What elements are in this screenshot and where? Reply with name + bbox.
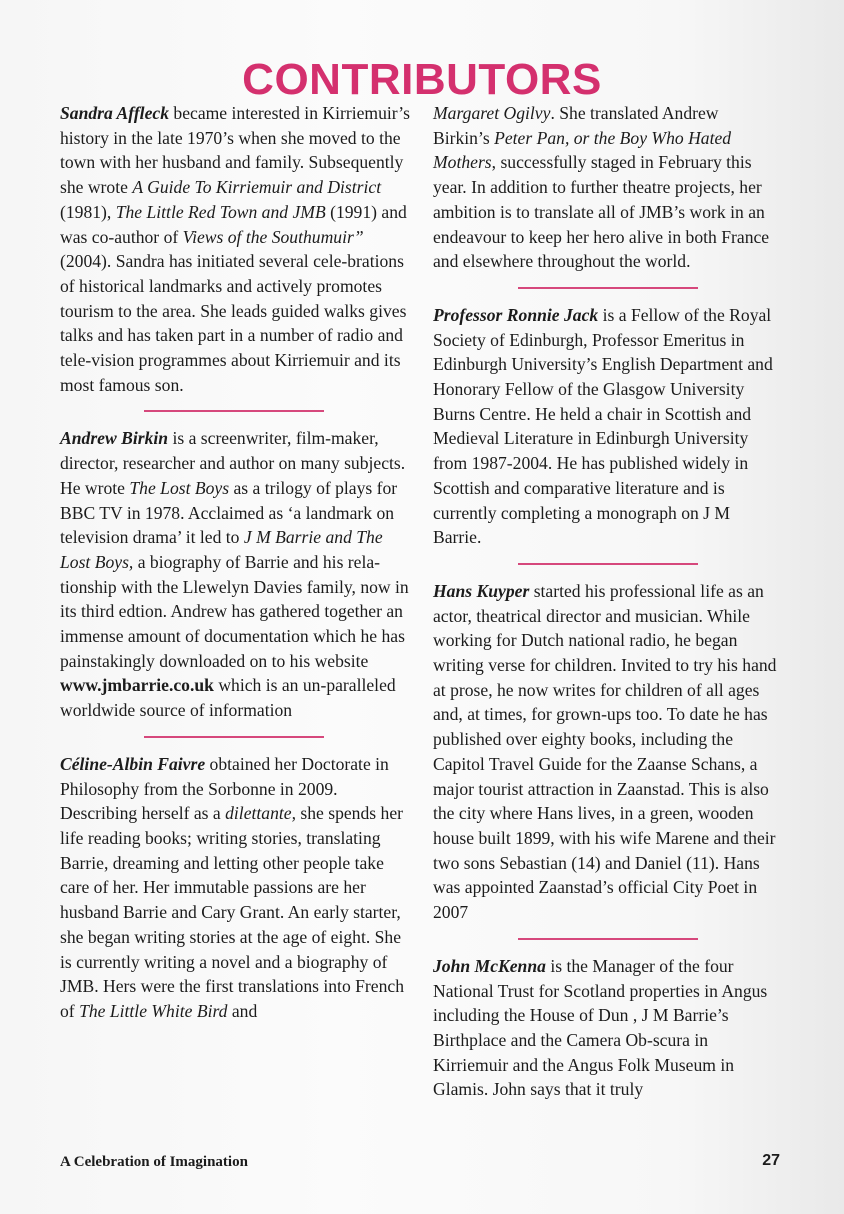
book-title: Margaret Ogilvy [433, 103, 551, 123]
contributor-name: Hans Kuyper [433, 580, 530, 601]
right-column [433, 101, 779, 1102]
book-title: Peter Pan, or the Boy Who Hated Mothers [433, 127, 732, 173]
entry-text: Céline-Albin Faivre obtained her Doctorate in Philosophy from the Sorbonne in 2009. Describing herself as a dilettante, she spends her life reading books; writing stories, translating Barrie, dreaming and letting other people take care of her. Her immutable passions are her husband Barrie and Cary Grant. An early starter, she began writing stories at the age of eight. She is currently writing a novel and a biography of JMB. Hers were the first translations into French of The Little White Bird and [60, 753, 404, 1021]
entry-text: Professor Ronnie Jack is a Fellow of the Royal Society of Edinburgh, Professor Emeritus in Edinburgh University’s English Department and Honorary Fellow of the Glasgow University Burns Centre. He held a chair in Scottish and Medieval Literature in Edinburgh University from 1987-2004. He has published widely in Scottish and comparative literature and is currently completing a monograph on J M Barrie. [433, 304, 773, 548]
contributor-name: Céline-Albin Faivre [60, 753, 206, 774]
contributor-entry-affleck [60, 101, 412, 397]
contributor-name: Sandra Affleck [60, 103, 169, 123]
book-title: J M Barrie and The Lost Boys, [60, 527, 383, 572]
separator-line [518, 938, 698, 940]
contributor-entry-birkin [60, 426, 412, 722]
separator-line [144, 736, 324, 738]
book-title: Views of the Southumuir” [182, 226, 364, 247]
contributor-entry-jack [433, 303, 779, 550]
entry-text: John McKenna is the Manager of the four National Trust for Scotland properties in Angus including the House of Dun , J M Barrie’s Birthplace and the Camera Ob-scura in Kirriemuir and the Angus Folk Museum in Glamis. John says that it truly [433, 955, 768, 1100]
page-title: CONTRIBUTORS [242, 55, 602, 104]
contributor-entry-faivre-continued [433, 101, 779, 274]
book-title: The Little White Bird [79, 1000, 228, 1021]
entry-text: Hans Kuyper started his professional life as an actor, theatrical director and musician. While working for Dutch national radio, he began writing verse for children. Invited to try his hand at prose, he now writes for children of all ages and, at times, for grown-ups too. To date he has published over eighty books, including the Capitol Travel Guide for the Zaanse Schans, a major tourist attraction in Zaanstad. This is also the city where Hans lives, in a green, wooden house built 1899, with his wife Marene and their two sons Sebastian (14) and Daniel (11). Hans was appointed Zaanstad’s official City Poet in 2007 [433, 580, 777, 923]
page-number: 27 [762, 1152, 780, 1169]
entry-text: Margaret Ogilvy. She translated Andrew Birkin’s Peter Pan, or the Boy Who Hated Mothers, successfully staged in February this year. In addition to further theatre projects, her ambition is to translate all of JMB’s work in an endeavour to keep her hero alive in both France and elsewhere throughout the world. [433, 103, 770, 272]
contributor-name: Professor Ronnie Jack [433, 304, 599, 325]
website-link[interactable]: www.jmbarrie.co.uk [60, 675, 214, 696]
contributor-name: John McKenna [433, 955, 546, 976]
entry-text: Andrew Birkin is a screenwriter, film-maker, director, researcher and author on many subjects. He wrote The Lost Boys as a trilogy of plays for BBC TV in 1978. Acclaimed as ‘a landmark on television drama’ it led to J M Barrie and The Lost Boys, a biography of Barrie and his rela-tionship with the Llewelyn Davies family, now in its third edtion. Andrew has gathered together an immense amount of documentation which he has painstakingly downloaded on to his website www.jmbarrie.co.uk which is an un-paralleled worldwide source of information [60, 428, 409, 721]
book-title: A Guide To Kirriemuir and District [132, 177, 382, 198]
book-title: The Little Red Town and JMB [115, 201, 326, 222]
contributor-entry-faivre [60, 752, 412, 1024]
book-title: The Lost Boys [129, 477, 230, 498]
contributor-name: Andrew Birkin [60, 428, 169, 449]
emphasis-text: dilettante, [225, 803, 296, 824]
contributor-entry-kuyper [433, 579, 779, 925]
left-column [60, 101, 412, 1024]
separator-line [518, 287, 698, 289]
separator-line [144, 410, 324, 412]
contributor-entry-mckenna [433, 954, 779, 1102]
publication-title: A Celebration of Imagination [60, 1154, 248, 1170]
separator-line [518, 563, 698, 565]
entry-text: Sandra Affleck became interested in Kirriemuir’s history in the late 1970’s when she moved to the town with her husband and family. Subsequently she wrote A Guide To Kirriemuir and District (1981), The Little Red Town and JMB (1991) and was co-author of Views of the Southumuir” (2004). Sandra has initiated several cele-brations of historical landmarks and actively promotes tourism to the area. She leads guided walks gives talks and has taken part in a number of radio and tele-vision programmes about Kirriemuir and its most famous son. [60, 103, 411, 395]
